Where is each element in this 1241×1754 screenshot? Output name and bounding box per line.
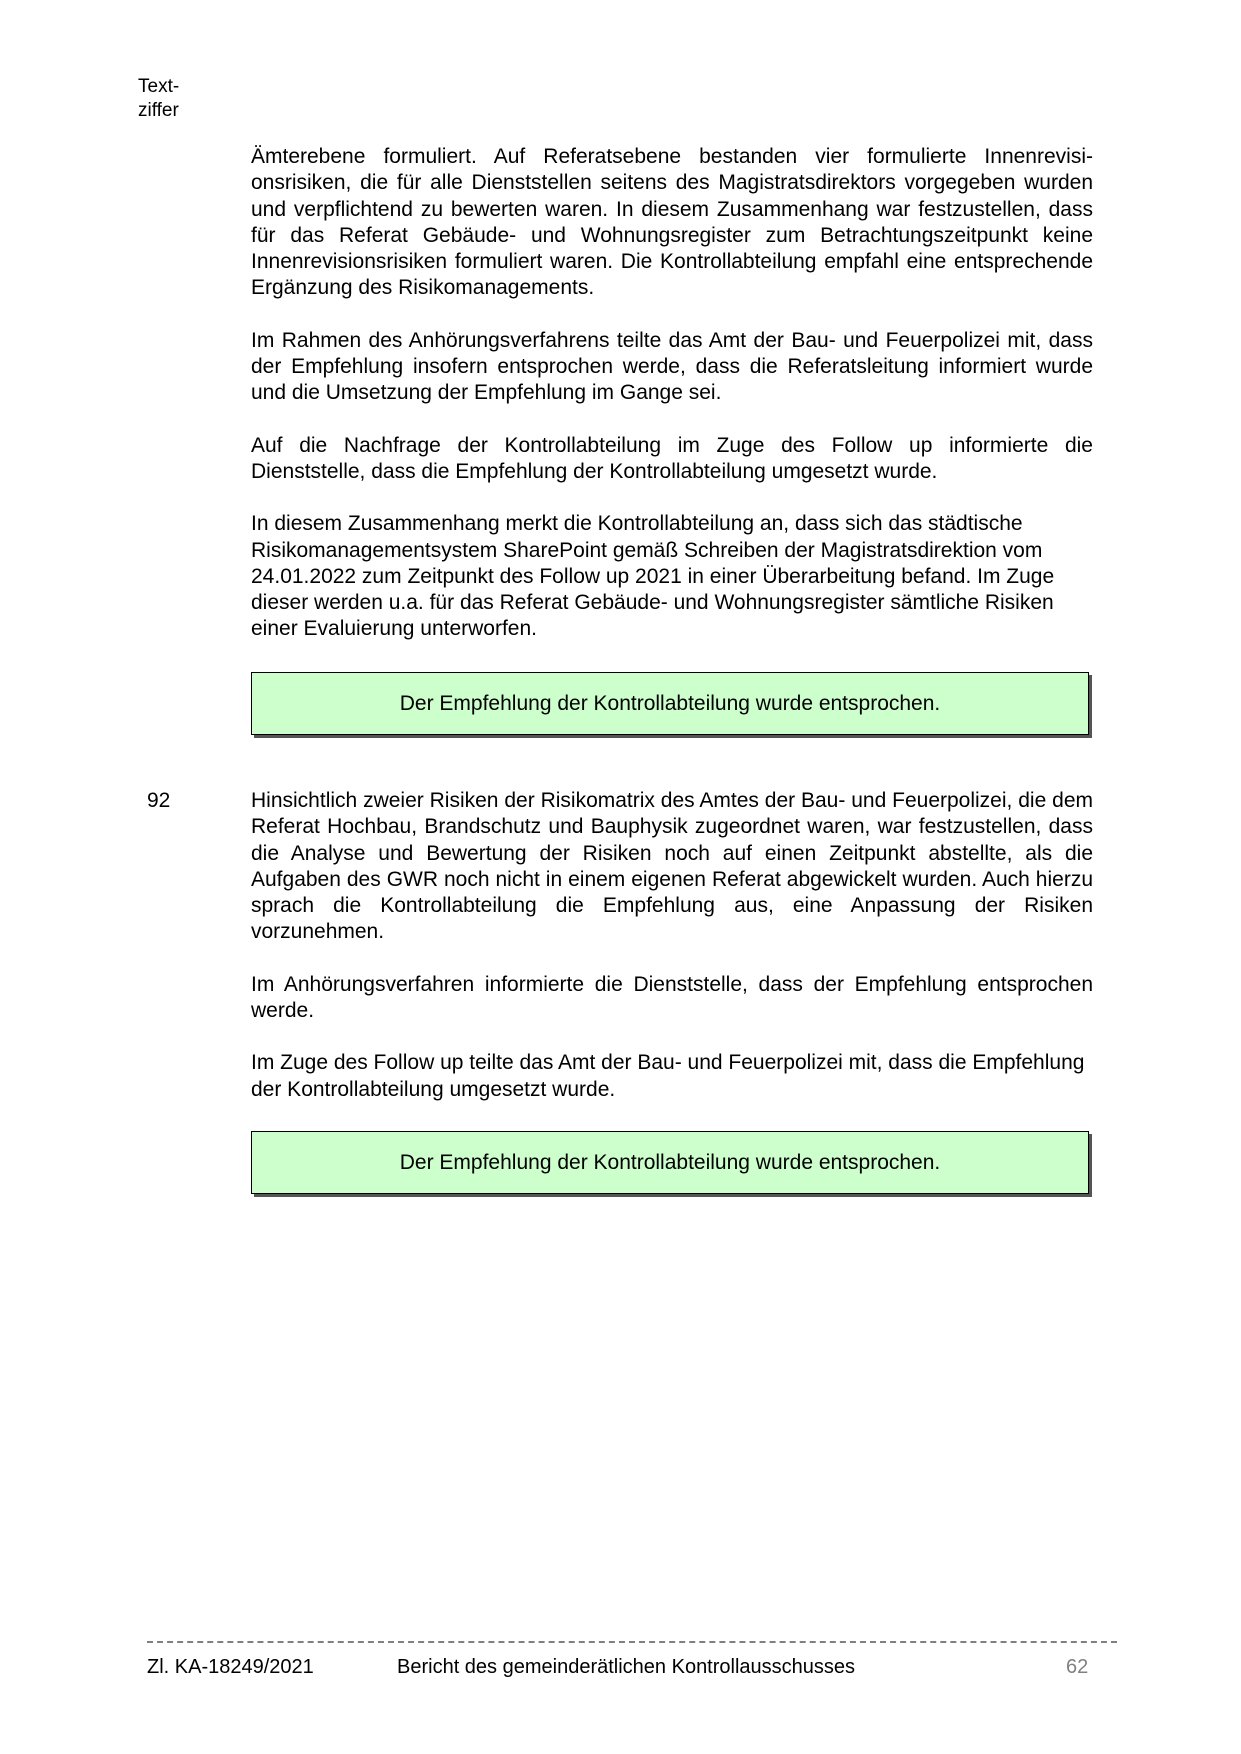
section-92 <box>251 788 1093 1129</box>
conclusion-box-1-wrapper <box>251 672 1093 735</box>
paragraph: Im Rahmen des Anhörungsverfahrens teilte das Amt der Bau- und Feuerpolizei mit, dass der Empfehlung insofern entsprochen werde, dass die Referatsleitung informiert wurde und die Umsetzung der Empfehlung im Gange sei. <box>251 328 1093 405</box>
footer-title: Bericht des gemeinderätlichen Kontrollausschusses <box>397 1656 856 1678</box>
textziffer-number: 92 <box>147 789 171 812</box>
page-number: 62 <box>1066 1656 1089 1678</box>
paragraph: In diesem Zusammenhang merkt die Kontrollabteilung an, dass sich das städtische Risikomanagementsystem SharePoint gemäß Schreiben der Magistratsdirektion vom 24.01.2022 zum Zeitpunkt des Follow up 2021 in einer Überarbeitung befand. Im Zuge dieser werden u.a. für das Referat Gebäude- und Wohnungsregister sämtliche Risiken einer Evaluierung unterworfen. <box>251 512 1055 641</box>
section-continued <box>251 144 1093 669</box>
margin-label-textziffer <box>138 75 179 123</box>
footer-reference: Zl. KA-18249/2021 <box>147 1656 314 1678</box>
footer-divider <box>147 1641 1117 1643</box>
margin-label-line2: ziffer <box>138 100 179 121</box>
conclusion-box: Der Empfehlung der Kontrollabteilung wurde entsprochen. <box>251 1131 1089 1194</box>
margin-label-line1: Text- <box>138 76 180 97</box>
paragraph: Ämterebene formuliert. Auf Referatsebene bestanden vier formulierte Innenrevisionsrisiken, die für alle Dienststellen seitens des Magistratsdirektors vorgegeben wurden und verpflichtend zu bewerten waren. In diesem Zusammenhang war festzustellen, dass für das Referat Gebäude- und Wohnungsregister zum Betrachtungszeitpunkt keine Innenrevisionsrisiken formuliert waren. Die Kontrollabteilung empfahl eine entsprechende Ergänzung des Risikomanagements. <box>251 145 1093 300</box>
paragraph: Im Anhörungsverfahren informierte die Dienststelle, dass der Empfehlung entsprochen werde. <box>251 972 1093 1023</box>
paragraph: Im Zuge des Follow up teilte das Amt der Bau- und Feuerpolizei mit, dass die Empfehlung der Kontrollabteilung umgesetzt wurde. <box>251 1051 1085 1101</box>
conclusion-box: Der Empfehlung der Kontrollabteilung wurde entsprochen. <box>251 672 1089 735</box>
conclusion-box-2-wrapper <box>251 1131 1093 1194</box>
paragraph: Auf die Nachfrage der Kontrollabteilung im Zuge des Follow up informierte die Dienststelle, dass die Empfehlung der Kontrollabteilung umgesetzt wurde. <box>251 433 1093 483</box>
paragraph: Hinsichtlich zweier Risiken der Risikomatrix des Amtes der Bau- und Feuerpolizei, die dem Referat Hochbau, Brandschutz und Bauphysik zugeordnet waren, war festzustellen, dass die Analyse und Bewertung der Risiken noch auf einen Zeitpunkt abstellte, als die Aufgaben des GWR noch nicht in einem eigenen Referat abgewickelt wurden. Auch hierzu sprach die Kontrollabteilung die Empfehlung aus, eine Anpassung der Risiken vorzunehmen. <box>251 789 1093 944</box>
